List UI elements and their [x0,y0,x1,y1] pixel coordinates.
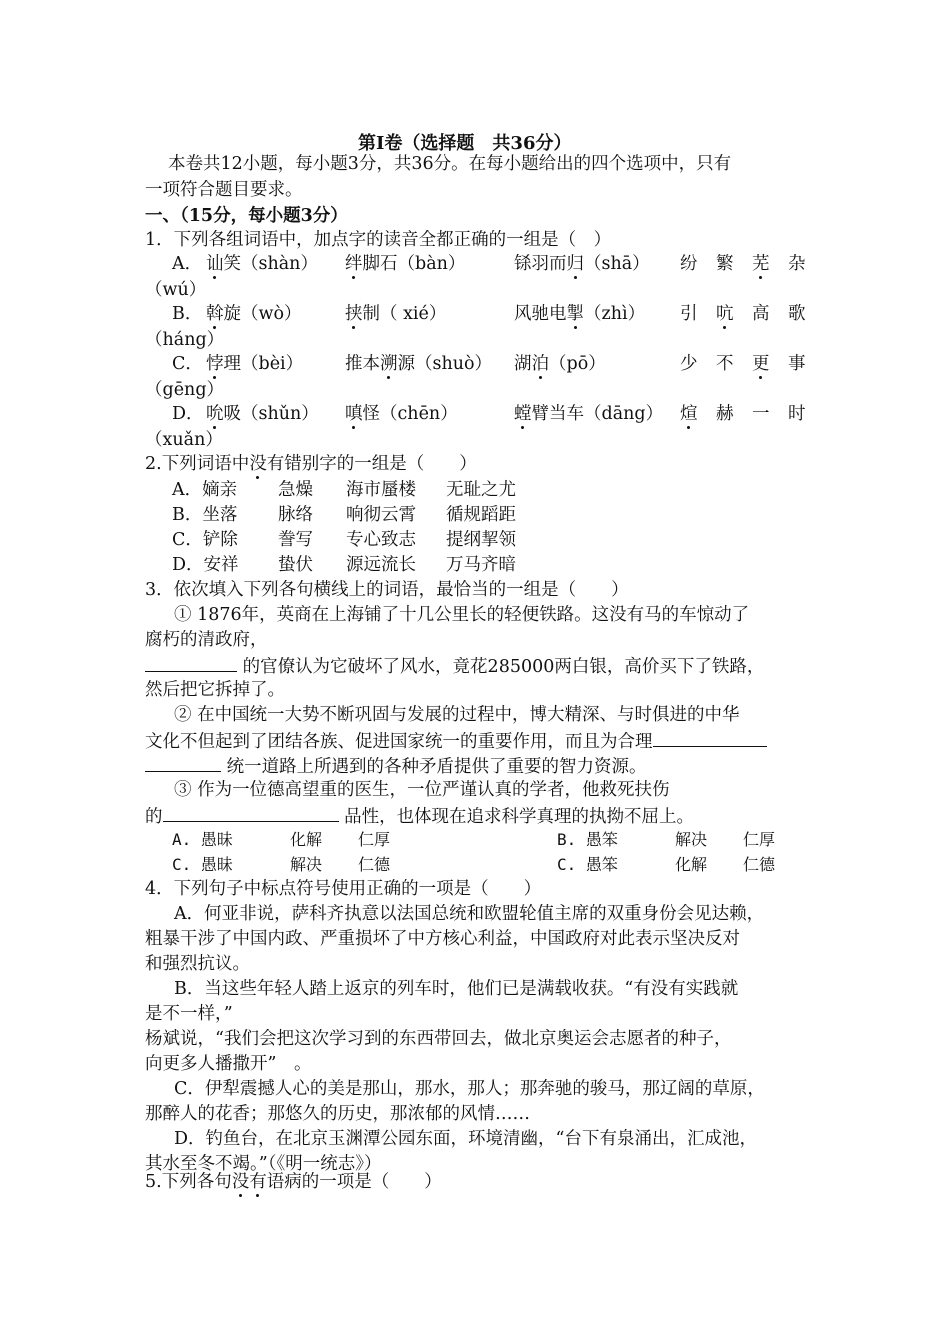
q2-option-word: B．坐落 [172,505,238,525]
q1-option-word [206,402,319,426]
q1-stem: 1．下列各组词语中，加点字的读音全都正确的一组是（ ） [145,230,612,250]
q1-idiom-char-text: 繁 [716,254,734,274]
q1-option-reading-tail: （xuǎn） [145,430,223,450]
q1-option-label: C． [172,354,203,374]
q1-idiom-char-text: 事 [788,354,806,374]
q5-stem-dotted-2: 有 [249,1172,267,1192]
q2-option-word: 誊写 [278,530,313,550]
q3-option-word: 化解 [675,855,708,874]
q2-stem [145,452,477,476]
q1-idiom-char [788,302,806,326]
q1-idiom-char-text: 引 [680,304,698,324]
part1-heading: 一、（15分，每小题3分） [145,206,348,226]
q1-word-reading: 制（ xié） [362,304,447,324]
q1-idiom-dotted-char [716,302,734,326]
q1-dotted-char: 掣 [566,304,584,324]
q1-idiom-char-text: 芜 [752,254,770,274]
q2-option-word: 脉络 [278,505,313,525]
q2-option-word: 万马齐暗 [446,555,516,575]
q3-sentence2-line3-text: 统一道路上所遇到的各种矛盾提供了重要的智力资源。 [221,757,647,777]
q4-line: C．伊犁震撼人心的美是那山，那水，那人；那奔驰的骏马，那辽阔的草原， [174,1079,765,1099]
q3-sentence3-line1: ③ 作为一位德高望重的医生，一位严谨认真的学者，他救死扶伤 [174,780,670,800]
q2-stem-dotted: 没 [249,454,267,474]
q1-idiom-char-text: 不 [716,354,734,374]
q1-dotted-char: 泊 [531,354,549,374]
q3-stem: 3．依次填入下列各句横线上的词语，最恰当的一组是（ ） [145,580,629,600]
q3-option-word: B. 愚笨 [557,830,618,849]
q1-idiom-char [680,302,698,326]
q2-stem-post: 有错别字的一组是（ ） [266,454,477,474]
q1-dotted-char: 嗔 [345,404,363,424]
q2-option-word: 源远流长 [346,555,416,575]
q1-option-word [514,302,645,326]
instructions-line-1: 本卷共12小题，每小题3分，共36分。在每小题给出的四个选项中，只有 [168,154,732,174]
q3-sentence1-line1: ① 1876年，英商在上海铺了十几公里长的轻便铁路。这没有马的车惊动了 [174,605,750,625]
q1-idiom-char [680,352,698,376]
q1-dotted-char: 悖 [206,354,224,374]
q1-dotted-char: 斡 [206,304,224,324]
q1-idiom-char-text: 杂 [788,254,806,274]
q5-stem-dotted-1: 没 [231,1172,250,1192]
q4-line: 那醉人的花香；那悠久的历史，那浓郁的风情…… [145,1104,530,1124]
q1-dotted-char: 吮 [206,404,224,424]
q4-line: D．钓鱼台，在北京玉渊潭公园东面，环境清幽，“台下有泉涌出，汇成池， [174,1129,757,1149]
q1-idiom-char-text: 歌 [788,304,806,324]
q1-idiom-char-text: 少 [680,354,698,374]
q1-idiom-dotted-char [752,252,770,276]
q3-option-word: 仁德 [358,855,391,874]
q1-option-reading-tail: （wú） [145,280,207,300]
q1-idiom-char-text: 赫 [716,404,734,424]
q1-word-reading: （pō） [549,354,606,374]
q1-word-reading: （shā） [584,254,650,274]
q1-option-word [345,252,465,276]
q3-option-word: 仁德 [743,855,776,874]
q1-dotted-char: 挟 [345,304,363,324]
q2-option-word: 专心致志 [346,530,416,550]
q3-sentence2-line3 [145,753,647,779]
q1-option-word [345,302,446,326]
q2-option-word: 海市蜃楼 [346,480,416,500]
q1-idiom-char-text: 时 [788,404,806,424]
q1-word-reading: 旋（wò） [223,304,302,324]
q2-option-word: 提纲挈领 [446,530,516,550]
q4-line: A．何亚非说，萨科齐执意以法国总统和欧盟轮值主席的双重身份会见达赖， [174,904,765,924]
q3-sentence3-line2-pre: 的 [145,807,163,827]
q1-dotted-char: 绊 [345,254,363,274]
q1-word-reading: 臂当车（dāng） [531,404,664,424]
q1-idiom-char-text: 纷 [680,254,698,274]
q1-idiom-char-text: 吭 [716,304,734,324]
q1-idiom-char [752,402,770,426]
q1-word-text: 铩羽而 [514,254,567,274]
q1-word-text: 推本 [345,354,380,374]
q1-idiom-char [680,252,698,276]
answer-blank-3[interactable] [163,803,339,822]
q1-option-word [206,302,302,326]
q1-option-label: A． [172,254,203,274]
q2-option-word: C．铲除 [172,530,238,550]
section-title: 第Ⅰ卷（选择题 共36分） [358,133,572,154]
q1-word-reading: 源（shuò） [397,354,493,374]
q1-word-reading: 怪（chēn） [362,404,458,424]
q2-option-word: 急燥 [278,480,313,500]
q1-idiom-char-text: 高 [752,304,770,324]
q3-sentence2-line2-text: 文化不但起到了团结各族、促进国家统一的重要作用，而且为合理 [145,732,653,752]
q3-sentence1-line4: 然后把它拆掉了。 [145,680,285,700]
q4-line: 杨斌说，“我们会把这次学习到的东西带回去，做北京奥运会志愿者的种子， [145,1029,732,1049]
q1-word-text: 湖 [514,354,532,374]
q5-stem-pre: 5.下列各句 [145,1172,232,1192]
q1-idiom-char [716,252,734,276]
q2-option-word: 响彻云霄 [346,505,416,525]
q4-line: 其水至冬不竭。”（《明一统志》） [145,1154,382,1174]
q2-option-word: 循规蹈距 [446,505,516,525]
q3-option-word: C. 愚昧 [172,855,233,874]
q3-sentence3-line2 [145,803,694,829]
q3-option-word: C. 愚笨 [557,855,618,874]
q1-idiom-dotted-char [680,402,698,426]
q1-word-reading: （zhì） [584,304,646,324]
answer-blank-2b[interactable] [145,753,221,772]
q3-option-word: 仁厚 [358,830,391,849]
instructions-line-2: 一项符合题目要求。 [145,180,303,200]
q3-option-word: 化解 [290,830,323,849]
q1-idiom-char [716,402,734,426]
q3-option-word: 解决 [675,830,708,849]
q2-option-word: A．嫡亲 [172,480,238,500]
q1-option-word [206,252,318,276]
q3-sentence3-line2-text: 品性，也体现在追求科学真理的执拗不屈上。 [338,807,695,827]
q3-sentence1-line3 [145,653,764,679]
q1-option-word [514,252,650,276]
q1-option-label: B． [172,304,203,324]
q1-option-word [206,352,303,376]
q1-word-reading: 脚石（bàn） [362,254,466,274]
q1-idiom-char-text: 煊 [680,404,698,424]
q3-sentence1-line3-text: 的官僚认为它破坏了风水，竟花285000两白银，高价买下了铁路， [237,657,765,677]
q1-word-reading: 理（bèi） [223,354,304,374]
q1-option-reading-tail: （háng） [145,330,225,350]
answer-blank-2a[interactable] [653,728,767,747]
q5-stem [145,1170,442,1194]
q1-idiom-char-text: 一 [752,404,770,424]
q5-stem-post: 语病的一项是（ ） [266,1172,442,1192]
q3-sentence1-line2: 腐朽的清政府， [145,630,268,650]
q1-option-word [514,402,663,426]
q1-dotted-char: 讪 [206,254,224,274]
q1-idiom-char [716,352,734,376]
q1-idiom-char [788,252,806,276]
q1-word-reading: 吸（shǔn） [223,404,319,424]
q2-option-word: 无耻之尤 [446,480,516,500]
q1-dotted-char: 螳 [514,404,532,424]
q4-line: B．当这些年轻人踏上返京的列车时，他们已是满载收获。“有没有实践就 [174,979,739,999]
q1-word-text: 风驰电 [514,304,567,324]
q1-idiom-char [788,352,806,376]
q2-option-word: D．安祥 [172,555,239,575]
q1-idiom-char [752,302,770,326]
q2-option-word: 蛰伏 [278,555,313,575]
q4-line: 向更多人播撒开” 。 [145,1054,312,1074]
q1-dotted-char: 归 [566,254,584,274]
q4-line: 是不一样，” [145,1004,233,1024]
q1-option-word [514,352,606,376]
q3-option-word: A. 愚昧 [172,830,233,849]
q1-option-word [345,402,458,426]
q2-stem-pre: 2.下列词语中 [145,454,250,474]
q1-word-reading: 笑（shàn） [223,254,318,274]
q3-sentence2-line1: ② 在中国统一大势不断巩固与发展的过程中，博大精深、与时俱进的中华 [174,705,740,725]
q1-dotted-char: 溯 [380,354,398,374]
q1-idiom-char [788,402,806,426]
q3-sentence2-line2 [145,728,767,754]
q4-line: 粗暴干涉了中国内政、严重损坏了中方核心利益，中国政府对此表示坚决反对 [145,929,740,949]
answer-blank-1[interactable] [145,653,237,672]
q3-option-word: 仁厚 [743,830,776,849]
q1-option-reading-tail: （gēng） [145,380,225,400]
q3-option-word: 解决 [290,855,323,874]
q1-option-word [345,352,492,376]
q1-idiom-char-text: 更 [752,354,770,374]
q1-idiom-dotted-char [752,352,770,376]
q1-option-label: D． [172,404,204,424]
q4-line: 和强烈抗议。 [145,954,250,974]
q4-stem: 4．下列句子中标点符号使用正确的一项是（ ） [145,879,542,899]
